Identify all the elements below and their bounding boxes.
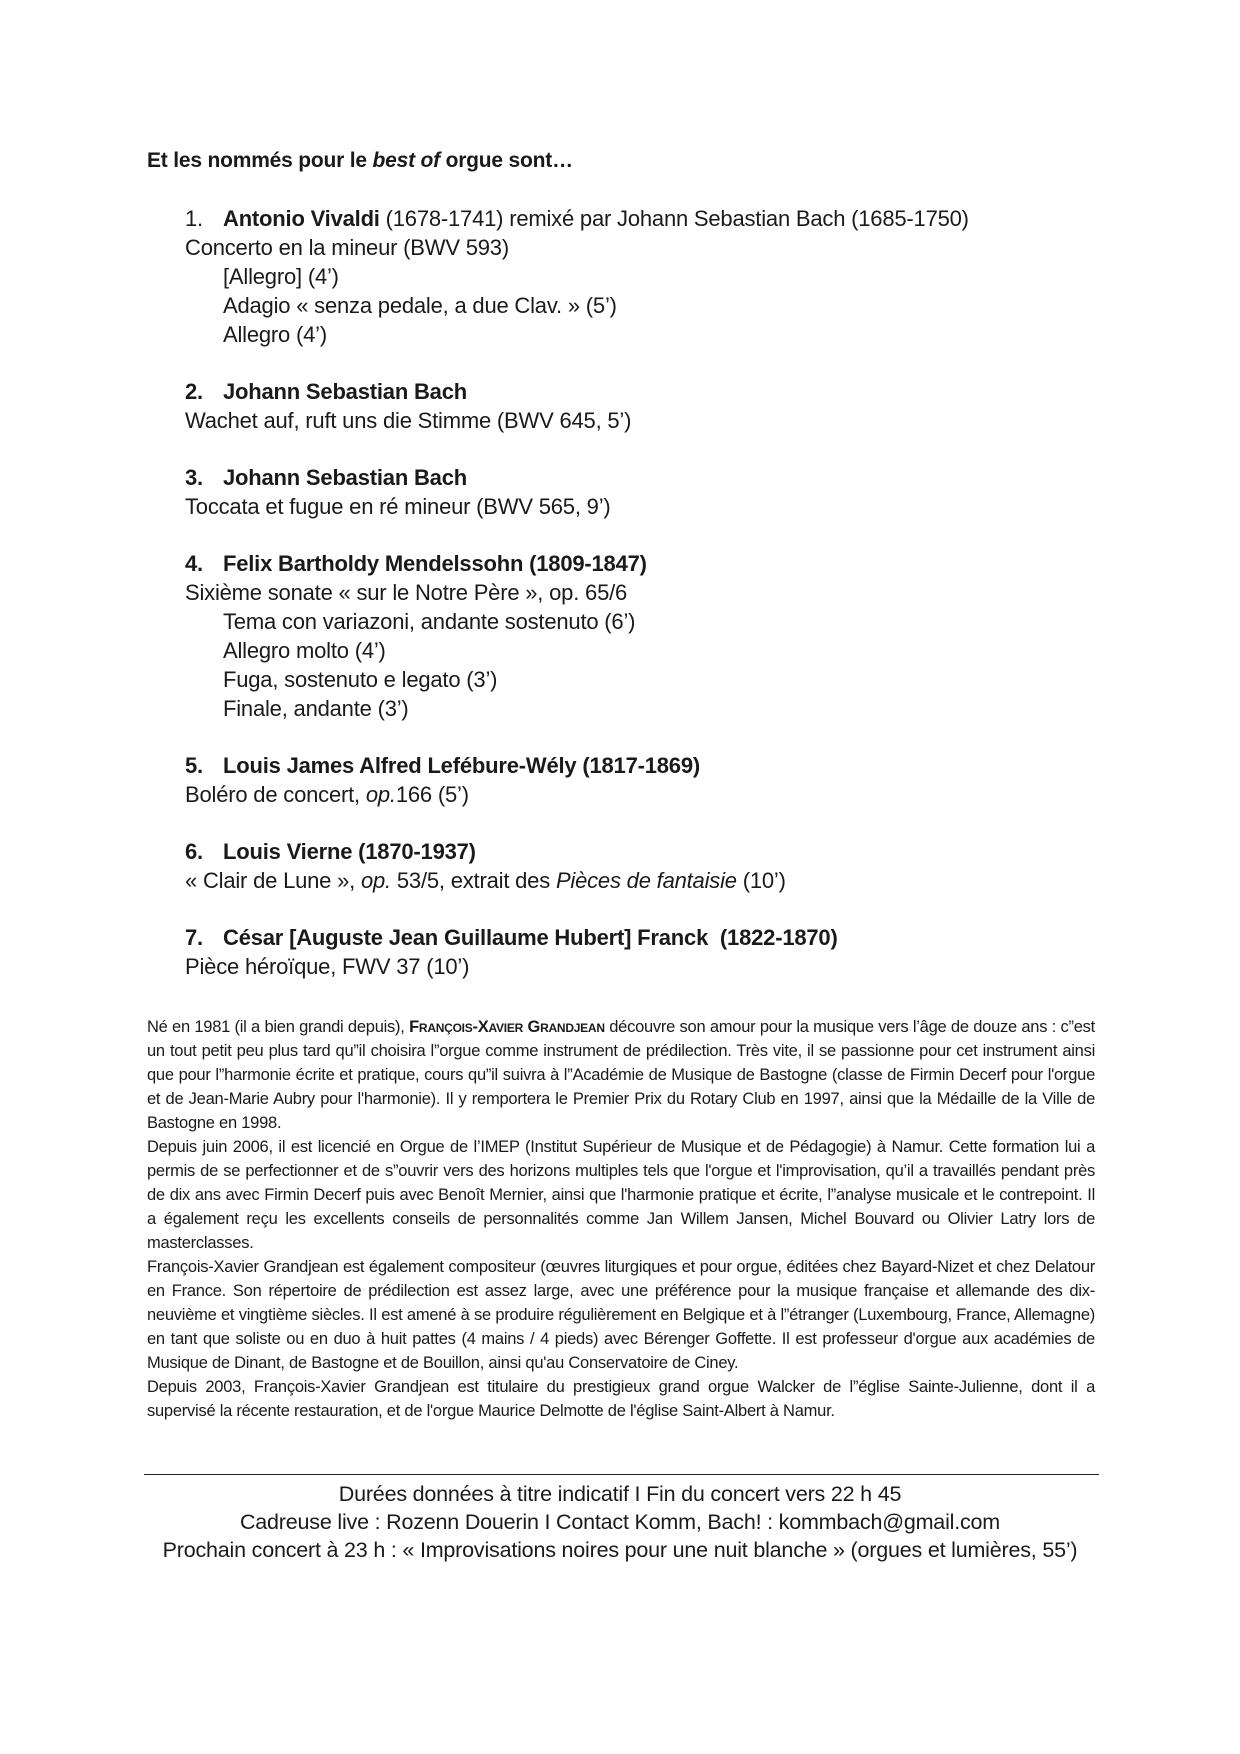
entry-title	[185, 463, 1145, 492]
entry-title	[185, 204, 1145, 233]
program-entry-1	[185, 204, 1145, 349]
work-text: Boléro de concert,	[185, 782, 366, 807]
footer	[120, 1480, 1120, 1564]
work-text: « Clair de Lune »,	[185, 868, 361, 893]
work-text: 53/5, extrait des	[390, 868, 556, 893]
work-text: 166 (5’)	[395, 782, 469, 807]
footer-line: Cadreuse live : Rozenn Douerin I Contact Komm, Bach! : kommbach@gmail.com	[239, 1510, 1001, 1534]
composer-details: (1678-1741) remixé par Johann Sebastian Bach (1685-1750)	[379, 206, 969, 231]
movement: [Allegro] (4’)	[223, 264, 339, 289]
entry-title	[185, 549, 1145, 578]
program-entry-2	[185, 377, 1145, 435]
program-heading	[147, 149, 573, 173]
work-title: Sixième sonate « sur le Notre Père », op. 65/6	[185, 580, 628, 605]
bio-text: Né en 1981 (il a bien grandi depuis),	[147, 1018, 410, 1036]
composer-name: Antonio Vivaldi	[223, 206, 380, 231]
composer-name: Felix Bartholdy Mendelssohn (1809-1847)	[223, 551, 647, 576]
movement: Allegro (4’)	[223, 322, 327, 347]
work-text-italic: op.	[360, 868, 391, 893]
movement: Finale, andante (3’)	[223, 696, 409, 721]
work-text: (10’)	[736, 868, 786, 893]
entry-number: 3.	[185, 465, 203, 490]
composer-name: Johann Sebastian Bach	[223, 465, 467, 490]
entry-number: 7.	[185, 925, 203, 950]
program-entry-5	[185, 751, 1145, 809]
work-title: Toccata et fugue en ré mineur (BWV 565, 9’)	[185, 494, 611, 519]
work-text-italic: Pièces de fantaisie	[555, 868, 737, 893]
entry-number: 2.	[185, 379, 203, 404]
heading-text-start: Et les nommés pour le	[147, 149, 373, 172]
entry-title	[185, 377, 1145, 406]
entry-title	[185, 923, 1145, 952]
work-text-italic: op.	[365, 782, 396, 807]
entry-number: 6.	[185, 839, 203, 864]
movement: Allegro molto (4’)	[223, 638, 386, 663]
movement: Adagio « senza pedale, a due Clav. » (5’)	[223, 293, 617, 318]
performer-name: François-Xavier Grandjean	[409, 1018, 605, 1036]
performer-biography	[147, 1015, 1095, 1423]
footer-line: Durées données à titre indicatif I Fin du concert vers 22 h 45	[338, 1482, 902, 1506]
bio-text: découvre son amour pour la musique vers l’âge de douze ans : c”est un tout petit peu plus tard qu”il choisira l”orgue comme instrument de prédilection. Très vite, il se passionne pour cet instrument ainsi que pour l”harmonie écrite et pratique, cours qu”il suivra à l”Académie de Musique de Bastogne (classe de Firmin Decerf pour l'orgue et de Jean-Marie Aubry pour l'harmonie). Il y remportera le Premier Prix du Rotary Club en 1997, ainsi que la Médaille de la Ville de Bastogne en 1998.	[147, 1018, 1095, 1132]
entry-number: 4.	[185, 551, 203, 576]
bio-paragraph: Depuis 2003, François-Xavier Grandjean est titulaire du prestigieux grand orgue Walcker de l”église Sainte-Julienne, dont il a supervisé la récente restauration, et de l'orgue Maurice Delmotte de l'église Saint-Albert à Namur.	[147, 1378, 1095, 1420]
heading-italic: best of	[372, 149, 440, 172]
entry-number: 1.	[185, 206, 203, 231]
program-entry-3	[185, 463, 1145, 521]
composer-name: Louis James Alfred Lefébure-Wély (1817-1869)	[223, 753, 701, 778]
work-title	[185, 780, 1145, 809]
movement: Tema con variazoni, andante sostenuto (6’)	[223, 609, 636, 634]
composer-name: Louis Vierne (1870-1937)	[223, 839, 476, 864]
work-title: Pièce héroïque, FWV 37 (10’)	[185, 954, 470, 979]
entry-number: 5.	[185, 753, 203, 778]
movement: Fuga, sostenuto e legato (3’)	[223, 667, 498, 692]
bio-paragraph: Depuis juin 2006, il est licencié en Orgue de l’IMEP (Institut Supérieur de Musique et de Pédagogie) à Namur. Cette formation lui a permis de se perfectionner et de s”ouvrir vers des horizons multiples tels que l'orgue et l'improvisation, qu’il a travaillés pendant près de dix ans avec Firmin Decerf puis avec Benoît Mernier, ainsi que l'harmonie pratique et écrite, l”analyse musicale et le contrepoint. Il a également reçu les excellents conseils de personnalités comme Jan Willem Jansen, Michel Bouvard ou Olivier Latry lors de masterclasses.	[147, 1138, 1095, 1252]
heading-text-end: orgue sont…	[439, 149, 573, 172]
entry-title	[185, 837, 1145, 866]
footer-divider	[144, 1474, 1099, 1475]
bio-paragraph: François-Xavier Grandjean est également compositeur (œuvres liturgiques et pour orgue, éditées chez Bayard-Nizet et chez Delatour en France. Son répertoire de prédilection est assez large, avec une préférence pour la musique française et allemande des dix-neuvième et vingtième siècles. Il est amené à se produire régulièrement en Belgique et à l”étranger (Luxembourg, France, Allemagne) en tant que soliste ou en duo à huit pattes (4 mains / 4 pieds) avec Bérenger Goffette. Il est professeur d'orgue aux académies de Musique de Dinant, de Bastogne et de Bouillon, ainsi qu'au Conservatoire de Ciney.	[147, 1258, 1095, 1372]
composer-name: César [Auguste Jean Guillaume Hubert] Franck (1822-1870)	[223, 925, 838, 950]
work-title	[185, 866, 1145, 895]
entry-title	[185, 751, 1145, 780]
bio-paragraph	[147, 1015, 1095, 1135]
program-list	[185, 204, 1145, 1009]
program-entry-6	[185, 837, 1145, 895]
program-entry-7	[185, 923, 1145, 981]
program-entry-4	[185, 549, 1145, 723]
composer-name: Johann Sebastian Bach	[223, 379, 467, 404]
work-title: Concerto en la mineur (BWV 593)	[185, 235, 509, 260]
work-title: Wachet auf, ruft uns die Stimme (BWV 645, 5’)	[185, 408, 632, 433]
footer-line: Prochain concert à 23 h : « Improvisations noires pour une nuit blanche » (orgues et lumières, 55’)	[162, 1538, 1078, 1562]
